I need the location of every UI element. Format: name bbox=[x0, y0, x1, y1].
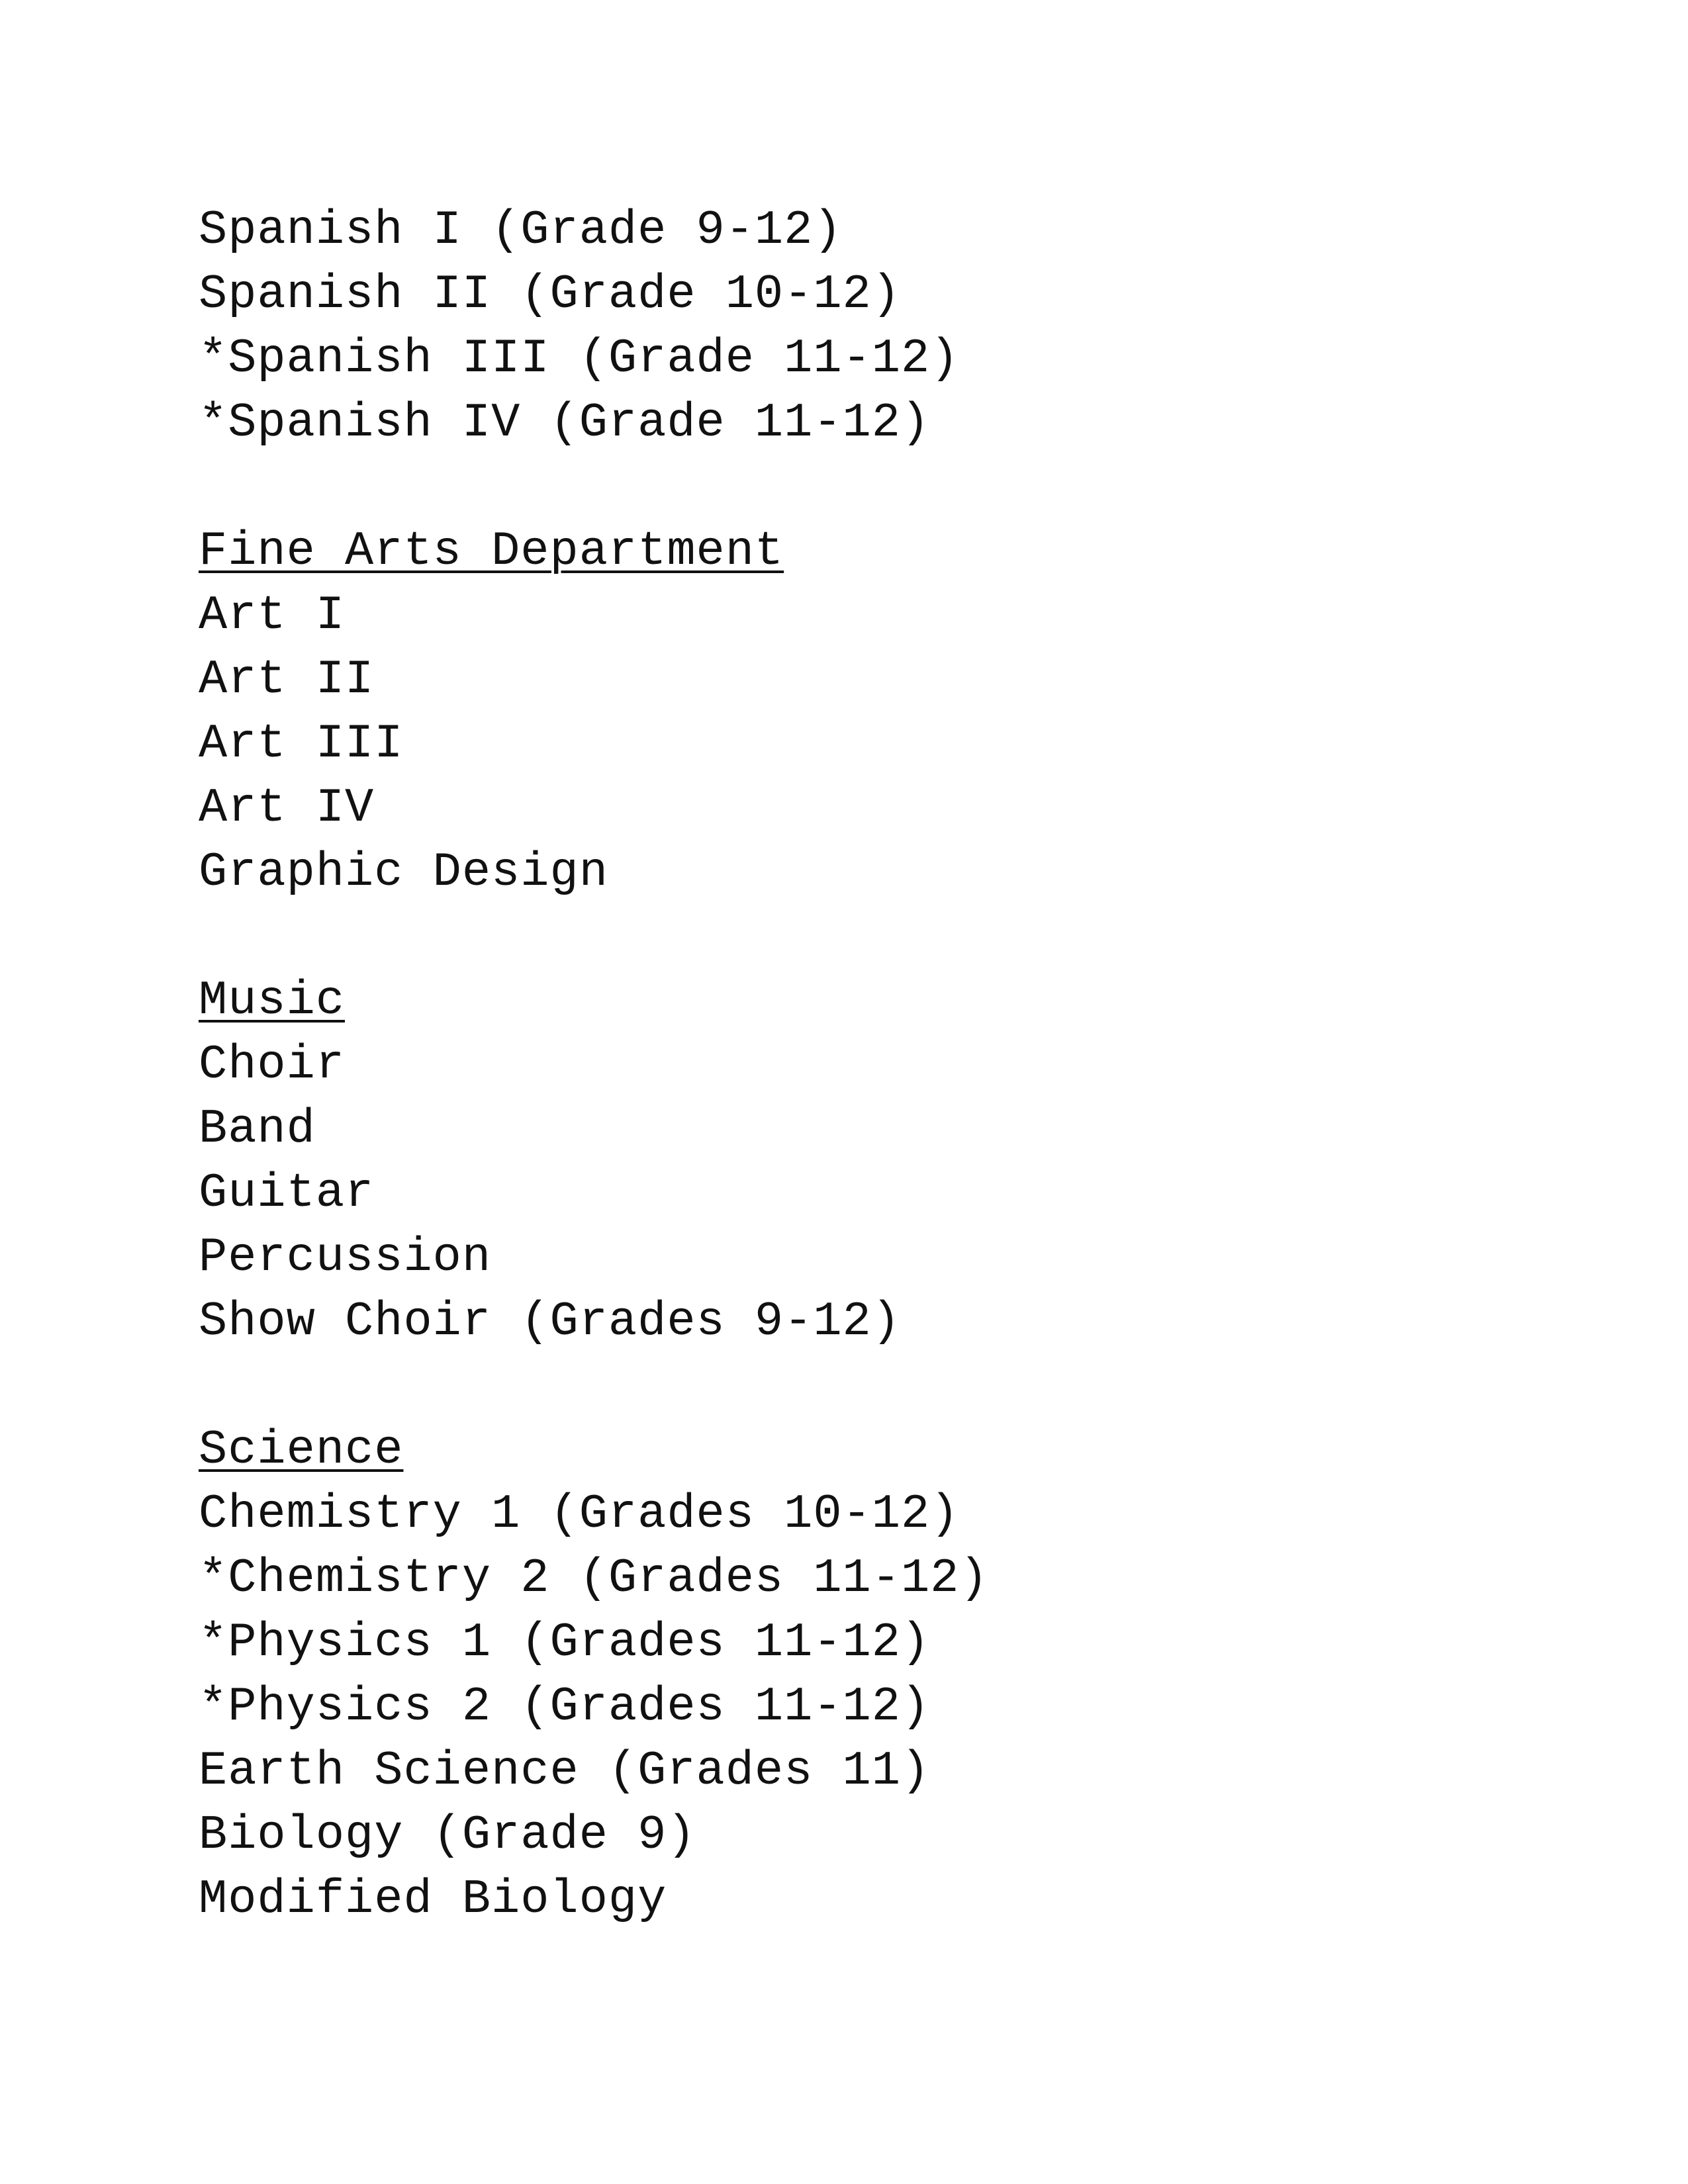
course-item: *Physics 2 (Grades 11-12) bbox=[199, 1680, 931, 1734]
science-section bbox=[199, 1418, 1523, 1932]
course-item: Art I bbox=[199, 588, 346, 643]
course-item: Modified Biology bbox=[199, 1872, 667, 1927]
course-item: Spanish I (Grade 9-12) bbox=[199, 203, 843, 257]
music-section bbox=[199, 969, 1523, 1354]
section-spacer bbox=[199, 1354, 1523, 1418]
course-item: *Spanish III (Grade 11-12) bbox=[199, 332, 960, 386]
language-section bbox=[199, 199, 1523, 455]
course-item: *Physics 1 (Grades 11-12) bbox=[199, 1615, 931, 1670]
course-item: Guitar bbox=[199, 1166, 375, 1220]
course-item: Choir bbox=[199, 1038, 346, 1092]
course-item: Earth Science (Grades 11) bbox=[199, 1744, 931, 1798]
course-item: Biology (Grade 9) bbox=[199, 1808, 696, 1862]
section-spacer bbox=[199, 905, 1523, 969]
course-item: Chemistry 1 (Grades 10-12) bbox=[199, 1487, 960, 1541]
course-item: *Spanish IV (Grade 11-12) bbox=[199, 396, 931, 450]
section-heading bbox=[199, 1418, 1523, 1482]
section-heading bbox=[199, 969, 1523, 1033]
course-item: Band bbox=[199, 1102, 316, 1156]
science-heading: Science bbox=[199, 1423, 404, 1477]
music-heading: Music bbox=[199, 974, 346, 1028]
fine-arts-section bbox=[199, 520, 1523, 905]
section-spacer bbox=[199, 455, 1523, 520]
course-item: *Chemistry 2 (Grades 11-12) bbox=[199, 1551, 989, 1606]
course-item: Art III bbox=[199, 717, 404, 771]
course-item: Percussion bbox=[199, 1230, 492, 1285]
course-item: Graphic Design bbox=[199, 845, 608, 899]
course-item: Art IV bbox=[199, 781, 375, 835]
fine-arts-heading: Fine Arts Department bbox=[199, 524, 784, 578]
course-list bbox=[199, 199, 1523, 1932]
course-item: Art II bbox=[199, 653, 375, 707]
course-item: Spanish II (Grade 10-12) bbox=[199, 267, 901, 322]
course-item: Show Choir (Grades 9-12) bbox=[199, 1295, 901, 1349]
section-heading bbox=[199, 520, 1523, 584]
